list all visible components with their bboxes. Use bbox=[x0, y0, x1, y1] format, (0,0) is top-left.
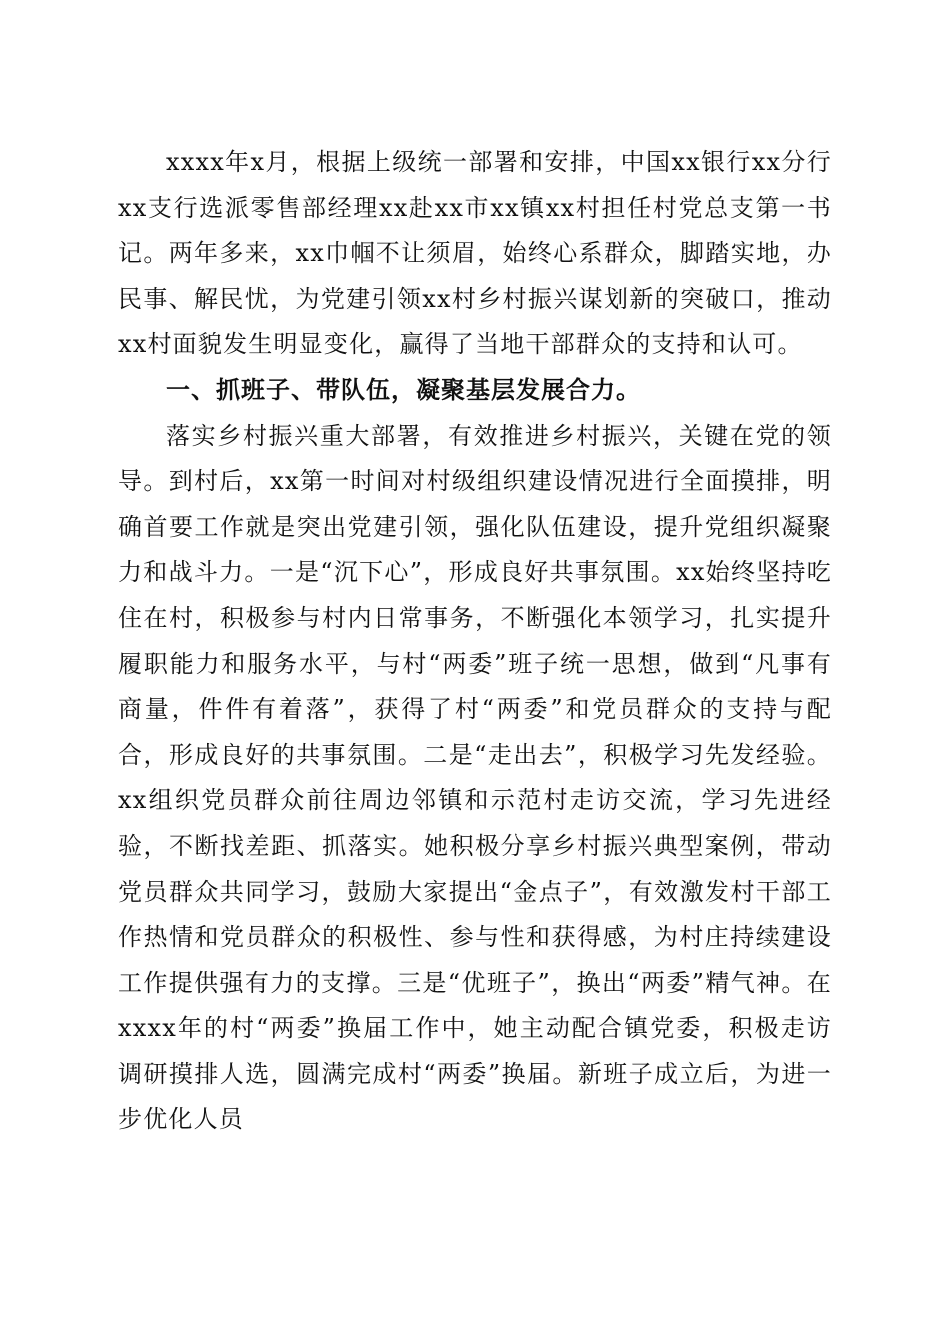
section-paragraph: 落实乡村振兴重大部署，有效推进乡村振兴，关键在党的领导。到村后，xx第一时间对村级组织建设情况进行全面摸排，明确首要工作就是突出党建引领，强化队伍建设，提升党组织凝聚力和战斗力。一是“沉下心”，形成良好共事氛围。xx始终坚持吃住在村，积极参与村内日常事务，不断强化本领学习，扎实提升履职能力和服务水平，与村“两委”班子统一思想，做到“凡事有商量，件件有着落”，获得了村“两委”和党员群众的支持与配合，形成良好的共事氛围。二是“走出去”，积极学习先发经验。xx组织党员群众前往周边邻镇和示范村走访交流，学习先进经验，不断找差距、抓落实。她积极分享乡村振兴典型案例，带动党员群众共同学习，鼓励大家提出“金点子”，有效激发村干部工作热情和党员群众的积极性、参与性和获得感，为村庄持续建设工作提供强有力的支撑。三是“优班子”，换出“两委”精气神。在xxxx年的村“两委”换届工作中，她主动配合镇党委，积极走访调研摸排人选，圆满完成村“两委”换届。新班子成立后，为进一步优化人员 bbox=[118, 421, 832, 1134]
section-heading: 一、抓班子、带队伍，凝聚基层发展合力。 bbox=[166, 375, 641, 404]
intro-paragraph: xxxx年x月，根据上级统一部署和安排，中国xx银行xx分行xx支行选派零售部经理xx赴xx市xx镇xx村担任村党总支第一书记。两年多来，xx巾帼不让须眉，始终心系群众，脚踏实地，办民事、解民忧，为党建引领xx村乡村振兴谋划新的突破口，推动xx村面貌发生明显变化，赢得了当地干部群众的支持和认可。 bbox=[118, 148, 832, 359]
document-body bbox=[118, 140, 832, 1143]
